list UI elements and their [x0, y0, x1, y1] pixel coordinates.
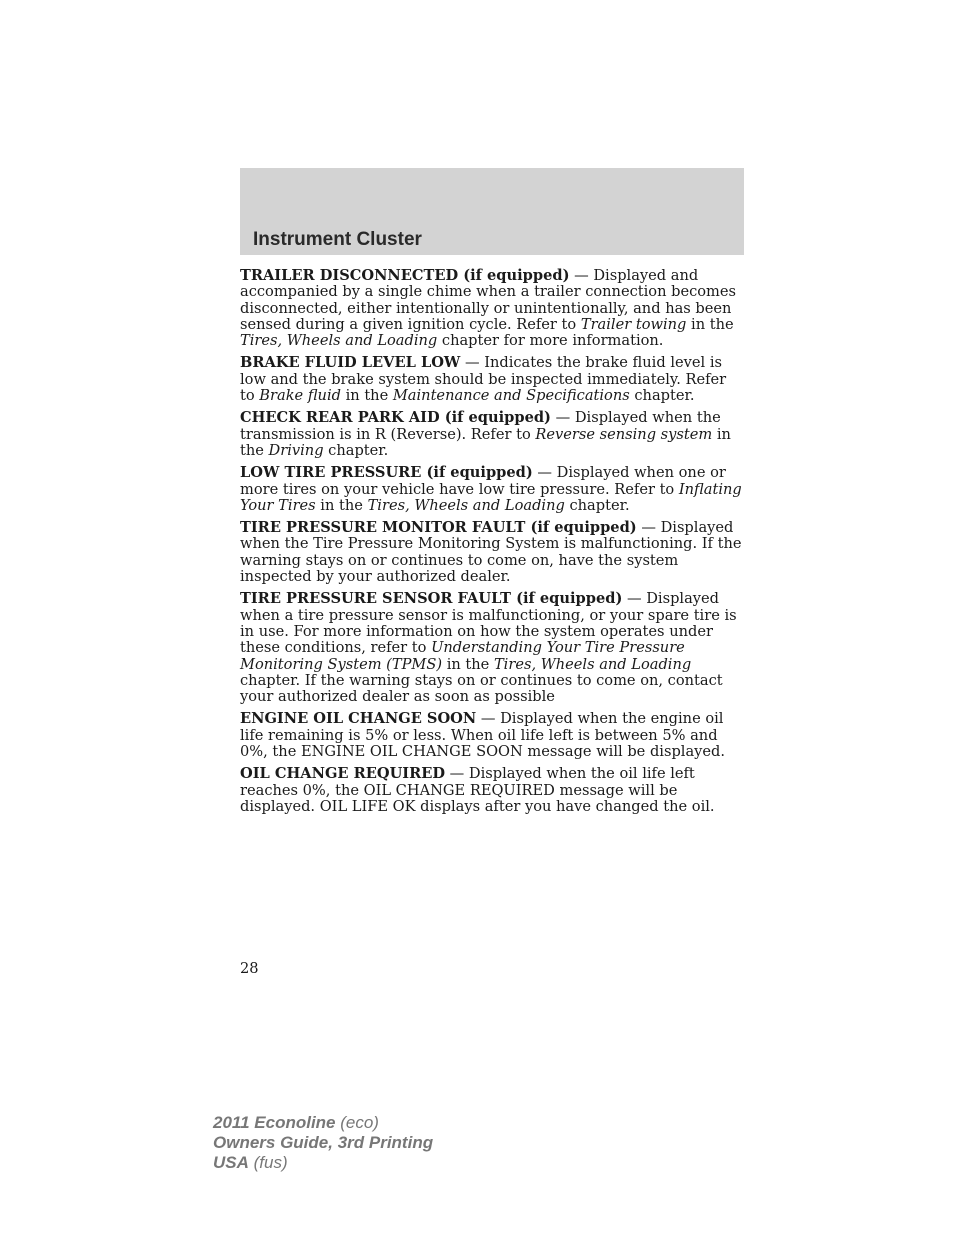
- warning-term: LOW TIRE PRESSURE (if equipped): [240, 464, 533, 482]
- cross-reference: Tires, Wheels and Loading: [367, 496, 565, 514]
- description-text: — Displayed when the engine oil life remaining is 5% or less. When oil life left is between 5% and 0%, the ENGINE OIL CHANGE SOON message will be displayed.: [240, 710, 726, 761]
- warning-entry: [240, 766, 744, 815]
- document-body: [240, 268, 744, 821]
- cross-reference: Brake fluid: [259, 387, 341, 405]
- section-header-band: [240, 168, 744, 255]
- page-number: 28: [240, 960, 259, 977]
- warning-term: OIL CHANGE REQUIRED: [240, 765, 446, 783]
- description-text: — Displayed when the oil life left reaches 0%, the OIL CHANGE REQUIRED message will be displayed. OIL LIFE OK displays after you have changed the oil.: [240, 765, 715, 815]
- warning-term: TIRE PRESSURE SENSOR FAULT (if equipped): [240, 590, 623, 608]
- description-text: — Displayed and accompanied by a single chime when a trailer connection becomes disconnected, either intentionally or unintentionally, and has been sensed during a given ignition cycle. Refer to: [240, 267, 737, 333]
- cross-reference: Maintenance and Specifications: [392, 387, 630, 405]
- warning-entry: [240, 711, 744, 760]
- cross-reference: Inflating Your Tires: [240, 480, 742, 514]
- warning-term: BRAKE FLUID LEVEL LOW: [240, 354, 461, 372]
- cross-reference: Reverse sensing system: [535, 425, 713, 443]
- warning-entry: [240, 465, 744, 514]
- description-text: — Displayed when a tire pressure sensor is malfunctioning, or your spare tire is in use. For more information on how the system operates under these conditions, refer to: [240, 590, 737, 657]
- description-text: in the: [442, 655, 494, 673]
- cross-reference: Tires, Wheels and Loading: [240, 332, 438, 350]
- description-text: chapter for more information.: [437, 332, 664, 350]
- description-text: in the: [315, 496, 368, 514]
- warning-term: TIRE PRESSURE MONITOR FAULT (if equipped): [240, 519, 637, 537]
- description-text: chapter. If the warning stays on or continues to come on, contact your authorized dealer as soon as possible: [240, 671, 723, 706]
- cross-reference: Tires, Wheels and Loading: [493, 655, 692, 673]
- footer-line-region: USA (fus): [213, 1153, 288, 1172]
- description-text: chapter.: [323, 441, 389, 459]
- description-text: in the: [686, 315, 734, 333]
- cross-reference: Driving: [268, 441, 324, 459]
- description-text: chapter.: [629, 387, 695, 405]
- warning-entry: [240, 268, 744, 349]
- warning-term: ENGINE OIL CHANGE SOON: [240, 710, 477, 728]
- publication-footer: [213, 1113, 433, 1173]
- description-text: in the: [240, 425, 731, 459]
- description-text: in the: [340, 387, 393, 405]
- description-text: — Displayed when the transmission is in R (Reverse). Refer to: [240, 409, 721, 443]
- footer-line-model: 2011 Econoline (eco): [213, 1113, 379, 1132]
- footer-line-guide: Owners Guide, 3rd Printing: [213, 1133, 434, 1152]
- warning-entry: [240, 520, 744, 585]
- description-text: chapter.: [564, 496, 630, 514]
- warning-entry: [240, 410, 744, 459]
- description-text: — Displayed when the Tire Pressure Monitoring System is malfunctioning. If the warning stays on or continues to come on, have the system inspected by your authorized dealer.: [240, 519, 742, 586]
- cross-reference: Trailer towing: [580, 315, 687, 333]
- description-text: — Displayed when one or more tires on your vehicle have low tire pressure. Refer to: [240, 464, 726, 498]
- warning-entry: [240, 591, 744, 705]
- warning-term: CHECK REAR PARK AID (if equipped): [240, 409, 551, 427]
- warning-entry: [240, 355, 744, 404]
- warning-term: TRAILER DISCONNECTED (if equipped): [240, 267, 570, 284]
- cross-reference: Understanding Your Tire Pressure Monitoring System (TPMS): [240, 639, 685, 673]
- description-text: — Indicates the brake fluid level is low and the brake system should be inspected immediately. Refer to: [240, 354, 727, 405]
- section-title: Instrument Cluster: [253, 229, 422, 250]
